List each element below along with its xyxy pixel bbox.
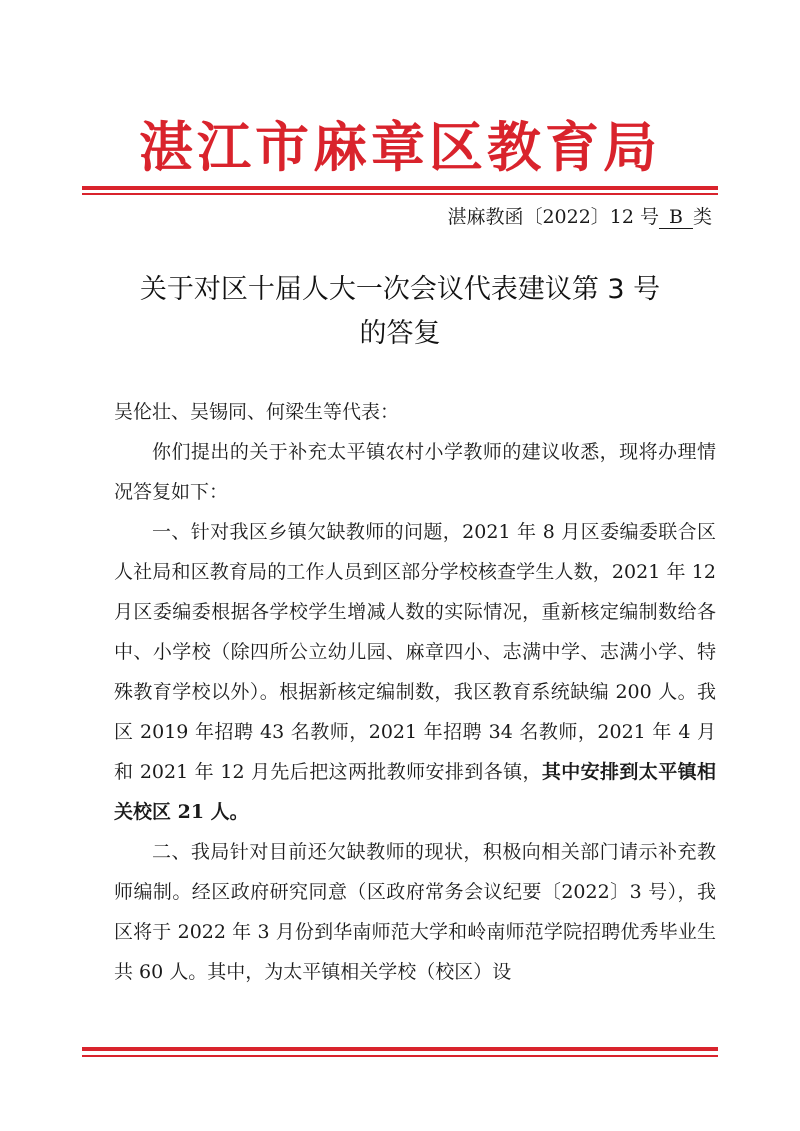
document-number-text: 湛麻教函〔2022〕12 号 [447,206,660,228]
paragraph-section-1-emphasis: 其中安排到太平镇相关校区 21 人。 [114,761,716,823]
paragraph-section-2: 二、我局针对目前还欠缺教师的现状，积极向相关部门请示补充教师编制。经区政府研究同意（区政府常务会议纪要〔2022〕3 号），我区将于 2022 年 3 月份到华南师范大学和岭南师范学院招聘优秀毕业生共 60 人。其中，为太平镇相关学校（校区）设 [114,841,716,983]
paragraph-section-1 [114,512,716,832]
footer-rule-thin [82,1055,718,1057]
masthead-rule-thick [82,186,718,190]
document-number [447,203,712,231]
paragraph-section-1-text: 一、针对我区乡镇欠缺教师的问题，2021 年 8 月区委编委联合区人社局和区教育局的工作人员到区部分学校核查学生人数，2021 年 12 月区委编委根据各学校学生增减人数的实际情况，重新核定编制数给各中、小学校（除四所公立幼儿园、麻章四小、志满中学、志满小学、特殊教育学校以外）。根据新核定编制数，我区教育系统缺编 200 人。我区 2019 年招聘 43 名教师，2021 年招聘 34 名教师，2021 年 4 月和 2021 年 12 月先后把这两批教师安排到各镇， [114,521,716,783]
footer-rule-thick [82,1047,718,1051]
title-line-1: 关于对区十届人大一次会议代表建议第 3 号 [139,274,661,305]
document-class-suffix: 类 [692,206,712,228]
paragraph-intro: 你们提出的关于补充太平镇农村小学教师的建议收悉，现将办理情况答复如下： [114,441,716,503]
title-line-2: 的答复 [359,318,441,349]
document-class: B [659,206,693,229]
masthead-org-name: 湛江市麻章区教育局 [139,115,661,179]
salutation: 吴伦壮、吴锡同、何梁生等代表： [114,401,400,423]
document-title [100,268,700,356]
masthead-rule-thin [82,193,718,195]
document-body [114,392,716,992]
